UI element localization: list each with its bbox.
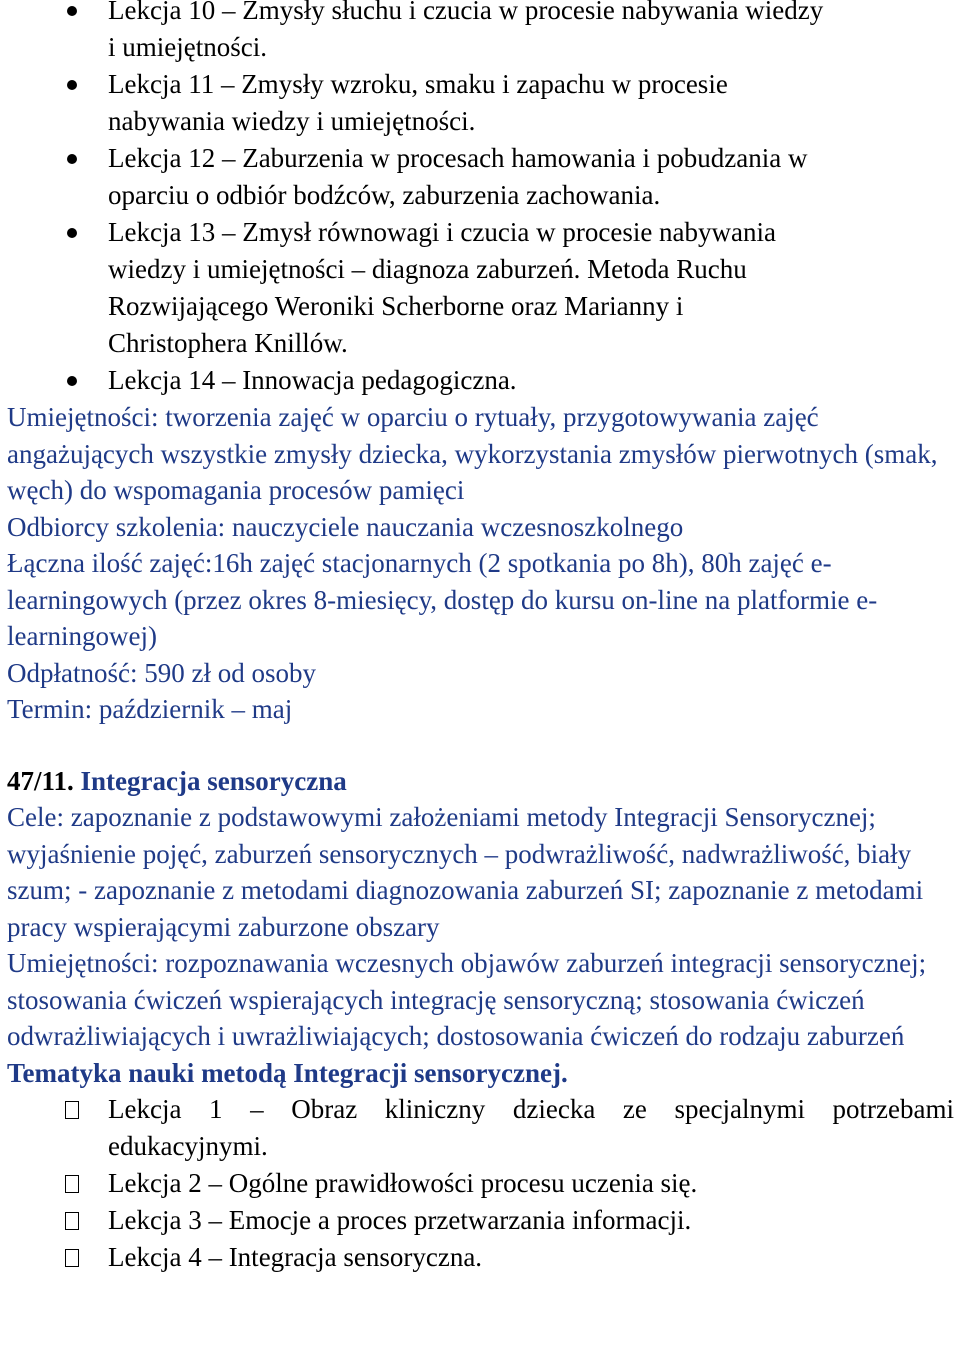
- audience-paragraph: [7, 509, 954, 546]
- audience-label: Odbiorcy szkolenia:: [7, 511, 226, 542]
- term-paragraph: [7, 691, 954, 728]
- hours-paragraph: [7, 545, 954, 655]
- course-number: 47/11.: [7, 765, 74, 796]
- skills-paragraph: [7, 399, 954, 509]
- term-text: październik – maj: [92, 694, 293, 724]
- course-title: Integracja sensoryczna: [73, 765, 347, 796]
- checkbox-bullet-icon: [62, 1165, 82, 1202]
- bullet-icon: [62, 140, 82, 177]
- bullet-icon: [62, 362, 82, 399]
- checkbox-bullet-icon: [62, 1239, 82, 1276]
- bullet-icon: [62, 66, 82, 103]
- fee-text: 590 zł od osoby: [137, 657, 316, 688]
- list-item: Lekcja 1 – Obraz kliniczny dziecka ze specjalnymi potrzebami edukacyjnymi.: [7, 1091, 954, 1165]
- list-item: Lekcja 3 – Emocje a proces przetwarzania informacji.: [7, 1202, 954, 1239]
- goals-label: Cele:: [7, 802, 64, 832]
- checkbox-bullet-icon: [62, 1091, 82, 1128]
- fee-label: Odpłatność:: [7, 657, 138, 688]
- skills-text-2: rozpoznawania wczesnych objawów zaburzeń integracji sensorycznej; stosowania ćwiczeń wspierających integrację sensoryczną; stosowania ćwiczeń odwrażliwiających i uwrażliwiających; dostosowania ćwiczeń do rodzaju zaburzeń: [7, 948, 927, 1051]
- bullet-icon: [62, 214, 82, 251]
- skills-text: tworzenia zajęć w oparciu o rytuały, przygotowywania zajęć angażujących wszystkie zmysły dziecka, wykorzystania zmysłów pierwotnych (smak, węch) do wspomagania procesów pamięci: [7, 402, 938, 505]
- lesson-list-course1: [7, 0, 954, 399]
- hours-text: 16h zajęć stacjonarnych (2 spotkania po 8h), 80h zajęć e-learningowych (przez okres 8-miesięcy, dostęp do kursu on-line na platformie e-learningowej): [7, 548, 878, 651]
- list-item: Lekcja 13 – Zmysł równowagi i czucia w procesie nabywania wiedzy i umiejętności – diagnoza zaburzeń. Metoda Ruchu Rozwijającego Weroniki Scherborne oraz Marianny i Christophera Knillów.: [7, 214, 954, 362]
- checkbox-bullet-icon: [62, 1202, 82, 1239]
- course-heading: [7, 763, 954, 800]
- lesson-list-course2: [7, 1091, 954, 1276]
- term-label: Termin:: [7, 694, 93, 724]
- bullet-icon: [62, 0, 82, 29]
- list-item: Lekcja 11 – Zmysły wzroku, smaku i zapachu w procesie nabywania wiedzy i umiejętności.: [7, 66, 954, 140]
- list-item: Lekcja 12 – Zaburzenia w procesach hamowania i pobudzania w oparciu o odbiór bodźców, zaburzenia zachowania.: [7, 140, 954, 214]
- list-item: Lekcja 4 – Integracja sensoryczna.: [7, 1239, 954, 1276]
- list-item: Lekcja 2 – Ogólne prawidłowości procesu uczenia się.: [7, 1165, 954, 1202]
- skills-paragraph-2: [7, 945, 954, 1055]
- fee-paragraph: [7, 655, 954, 692]
- skills-label-2: Umiejętności:: [7, 948, 159, 978]
- topics-heading: Tematyka nauki metodą Integracji sensorycznej.: [7, 1057, 568, 1088]
- hours-label: Łączna ilość zajęć:: [7, 548, 213, 578]
- list-item: Lekcja 14 – Innowacja pedagogiczna.: [7, 362, 954, 399]
- goals-text: zapoznanie z podstawowymi założeniami metody Integracji Sensorycznej; wyjaśnienie pojęć, zaburzeń sensorycznych – podwrażliwość, nadwrażliwość, biały szum; - zapoznanie z metodami diagnozowania zaburzeń SI; zapoznanie z metodami pracy wspierającymi zaburzone obszary: [7, 802, 924, 942]
- audience-text: nauczyciele nauczania wczesnoszkolnego: [225, 511, 684, 542]
- section-spacer: [7, 728, 954, 763]
- goals-paragraph: [7, 799, 954, 945]
- list-item: Lekcja 10 – Zmysły słuchu i czucia w procesie nabywania wiedzy i umiejętności.: [7, 0, 954, 66]
- skills-label: Umiejętności:: [7, 402, 159, 432]
